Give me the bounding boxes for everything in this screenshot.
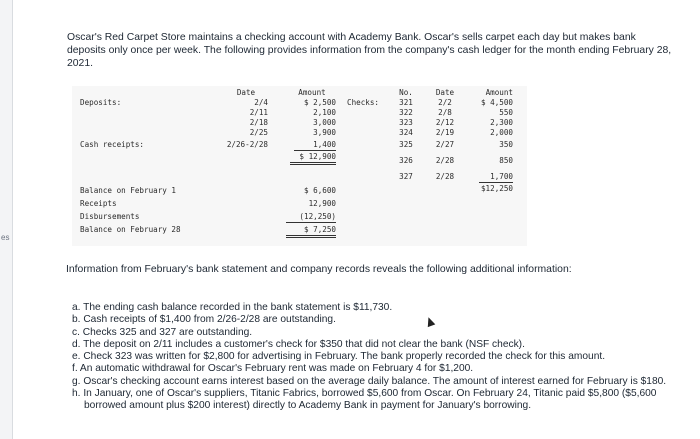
check-number: 326 <box>399 156 413 165</box>
deposit-amount: 1,400 <box>294 140 336 151</box>
deposit-date: 2/25 <box>249 128 268 137</box>
deposit-date: 2/4 <box>254 98 268 107</box>
check-number: 327 <box>399 172 413 181</box>
check-date-header: Date <box>435 88 455 97</box>
summary-amount: 12,900 <box>308 199 336 208</box>
check-number: 323 <box>399 118 413 127</box>
deposit-amount: 3,000 <box>313 118 336 127</box>
edge-label: es <box>1 233 10 242</box>
list-item: b. Cash receipts of $1,400 from 2/26-2/28 are outstanding. <box>72 314 336 326</box>
check-date: 2/28 <box>435 156 455 165</box>
problem-intro: Oscar's Red Carpet Store maintains a checking account with Academy Bank. Oscar's sells carpet each day but makes bank deposits only once per week. The following provides information from the company's cash ledger for the month ending February 28, 2021. <box>67 32 672 69</box>
left-edge-panel <box>0 0 13 439</box>
cash-receipts-label: Cash receipts: <box>80 140 145 149</box>
deposit-date: 2/18 <box>249 118 268 127</box>
summary-amount: (12,250) <box>286 212 336 223</box>
no-header: No. <box>399 88 413 97</box>
check-amount: 550 <box>499 108 513 117</box>
check-date: 2/19 <box>435 128 455 137</box>
summary-label: Balance on February 1 <box>80 186 177 195</box>
check-amount: $ 4,500 <box>480 98 513 107</box>
check-amount: 850 <box>499 156 513 165</box>
summary-label: Balance on February 28 <box>80 225 181 234</box>
check-amount-header: Amount <box>485 88 513 97</box>
summary-label: Receipts <box>80 199 117 208</box>
check-number: 322 <box>399 108 413 117</box>
amount-header: Amount <box>298 88 326 97</box>
summary-amount: $ 6,600 <box>303 186 336 195</box>
check-amount: 350 <box>499 140 513 149</box>
info-list <box>72 302 694 413</box>
list-item: h. In January, one of Oscar's suppliers, Titanic Fabrics, borrowed $5,600 from Oscar. On February 24, Titanic paid $5,800 ($5,600 borrowed amount plus $200 interest) directly to Academy Bank in payment for January's borrowing. <box>72 388 657 412</box>
checks-total: $12,250 <box>480 184 513 193</box>
deposits-label: Deposits: <box>80 98 122 107</box>
list-item: g. Oscar's checking account earns interest based on the average daily balance. The amount of interest earned for February is $180. <box>72 375 667 387</box>
check-date: 2/28 <box>435 172 455 181</box>
deposits-total: $ 12,900 <box>290 152 336 165</box>
check-date: 2/12 <box>435 118 455 127</box>
check-date: 2/27 <box>435 140 455 149</box>
check-number: 325 <box>399 140 413 149</box>
list-item: c. Checks 325 and 327 are outstanding. <box>72 326 253 338</box>
cash-ledger-image <box>72 86 527 246</box>
deposit-amount: $ 2,500 <box>303 98 336 107</box>
list-item: a. The ending cash balance recorded in the bank statement is $11,730. <box>72 302 393 313</box>
list-item: f. An automatic withdrawal for Oscar's February rent was made on February 4 for $1,200. <box>72 363 474 375</box>
deposit-date: 2/26-2/28 <box>226 140 268 149</box>
check-date: 2/8 <box>438 108 452 117</box>
check-amount: 2,000 <box>490 128 513 137</box>
deposit-amount: 3,900 <box>313 128 336 137</box>
summary-amount: $ 7,250 <box>286 225 336 238</box>
summary-label: Disbursements <box>80 212 140 221</box>
check-date: 2/2 <box>438 98 452 107</box>
check-number: 324 <box>399 128 413 137</box>
check-amount: 1,700 <box>479 172 513 183</box>
checks-label: Checks: <box>347 98 380 107</box>
check-number: 321 <box>399 98 413 107</box>
deposit-amount: 2,100 <box>313 108 336 117</box>
info-heading: Information from February's bank statement and company records reveals the following additional information: <box>66 264 572 275</box>
deposit-date: 2/11 <box>249 108 268 117</box>
date-header: Date <box>236 88 256 97</box>
check-amount: 2,300 <box>490 118 513 127</box>
list-item: e. Check 323 was written for $2,800 for advertising in February. The bank properly recorded the check for this amount. <box>72 351 606 363</box>
list-item: d. The deposit on 2/11 includes a customer's check for $350 that did not clear the bank (NSF check). <box>72 338 525 350</box>
